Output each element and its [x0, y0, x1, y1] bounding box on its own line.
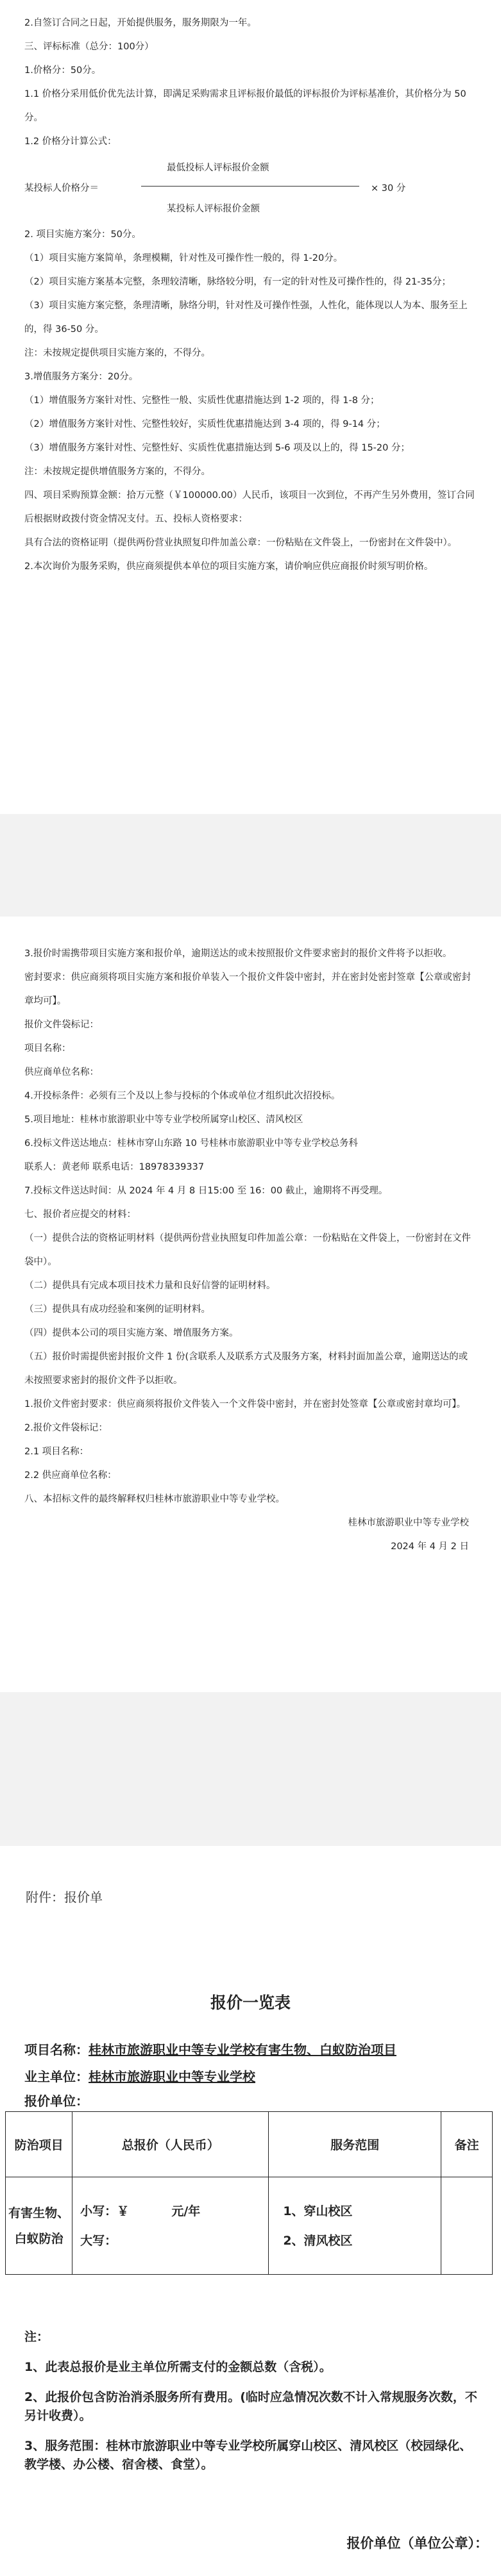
note-item: 1、此表总报价是业主单位所需支付的金额总数（含税）。 — [24, 2360, 332, 2374]
text-line: 2.本次询价为服务采购，供应商须提供本单位的项目实施方案，请价响应供应商报价时须写明价格。 — [24, 561, 434, 572]
annex-label: 附件：报价单 — [26, 1890, 103, 1905]
header-cell: 总报价（人民币） — [72, 2112, 269, 2177]
lower-amount: 小写：￥ 元/年 — [80, 2204, 201, 2218]
project-value: 桂林市旅游职业中等专业学校有害生物、白蚁防治项目 — [89, 2042, 396, 2057]
text-line: 3.报价时需携带项目实施方案和报价单，逾期送达的或未按照报价文件要求密封的报价文件将予以拒收。 — [24, 949, 452, 959]
formula-denominator: 某投标人评标报价金额 — [167, 204, 260, 214]
scope-item: 2、清风校区 — [283, 2233, 353, 2248]
text-line: 5.项目地址：桂林市旅游职业中等专业学校所属穿山校区、清风校区 — [24, 1115, 303, 1125]
page-title: 报价一览表 — [210, 1993, 291, 2012]
item-cell: 有害生物、白蚁防治 — [6, 2177, 72, 2275]
text-line: 项目名称： — [24, 1043, 71, 1054]
formula-label: 某投标人价格分＝ — [24, 183, 99, 194]
text-line: 1.价格分：50分。 — [24, 65, 101, 76]
page2-body — [24, 942, 477, 1559]
text-line: 联系人：黄老师 联系电话：18978339337 — [24, 1162, 205, 1172]
upper-amount: 大写： — [80, 2233, 117, 2248]
text-line: 2.报价文件袋标记： — [24, 1423, 108, 1433]
text-line: 3.增值服务方案分：20分。 — [24, 372, 139, 382]
table-row — [6, 2177, 493, 2275]
signature-org: 桂林市旅游职业中等专业学校 — [348, 1518, 469, 1528]
notes-section — [24, 2328, 483, 2486]
text-line: （1）增值服务方案针对性、完整性一般、实质性优惠措施达到 1-2 项的，得 1-8 分； — [24, 395, 380, 406]
text-line: 7.投标文件送达时间：从 2024 年 4 月 8 日15:00 至 16：00 截止，逾期将不再受理。 — [24, 1186, 388, 1196]
owner-field — [24, 2066, 255, 2085]
quote-unit-field — [24, 2091, 89, 2109]
document-page-3 — [0, 1846, 501, 2576]
text-line: 4.开投标条件：必须有三个及以上参与投标的个体或单位才组织此次招投标。 — [24, 1091, 341, 1101]
signature-date: 2024 年 4 月 2 日 — [391, 1541, 469, 1552]
text-line: （3）增值服务方案针对性、完整性好、实质性优惠措施达到 5-6 项及以上的，得 15-20 分； — [24, 443, 410, 453]
page-gap — [0, 1692, 501, 1846]
text-line: （1）项目实施方案简单，条理模糊，针对性及可操作性一般的，得 1-20分。 — [24, 253, 343, 263]
text-line: 报价文件袋标记： — [24, 1020, 99, 1030]
text-line: 密封要求：供应商须将项目实施方案和报价单装入一个报价文件袋中密封，并在密封处密封签章【公章或密封章均可】。 — [24, 972, 471, 1006]
text-line: （三）提供具有成功经验和案例的证明材料。 — [24, 1304, 210, 1315]
project-name-field — [24, 2040, 396, 2058]
note-item: 2、此报价包含防治消杀服务所有费用。(临时应急情况次数不计入常规服务次数，不另计收费）。 — [24, 2390, 477, 2423]
note-cell — [441, 2177, 493, 2275]
text-line: （一）提供合法的资格证明材料（提供两份营业执照复印件加盖公章：一份粘贴在文件袋上，一份密封在文件袋中）。 — [24, 1233, 471, 1267]
text-line: 2.自签订合同之日起，开始提供服务，服务期限为一年。 — [24, 18, 257, 28]
price-cell — [72, 2177, 269, 2275]
text-line: 2. 项目实施方案分：50分。 — [24, 229, 141, 240]
text-line: 注：未按规定提供增值服务方案的，不得分。 — [24, 467, 210, 477]
price-score-formula — [24, 156, 477, 220]
formula-numerator: 最低投标人评标报价金额 — [167, 163, 269, 173]
document-page-2 — [0, 917, 501, 1692]
text-line: （2）项目实施方案基本完整，条理较清晰，脉络较分明，有一定的针对性及可操作性的，得 21-35分； — [24, 277, 451, 287]
notes-title: 注： — [24, 2330, 49, 2344]
header-cell: 服务范围 — [269, 2112, 441, 2177]
text-line: 具有合法的资格证明（提供两份营业执照复印件加盖公章：一份粘贴在文件袋上，一份密封在文件袋中）。 — [24, 538, 457, 548]
owner-value: 桂林市旅游职业中等专业学校 — [89, 2069, 255, 2084]
fraction-bar — [141, 186, 359, 187]
owner-label: 业主单位： — [24, 2069, 89, 2084]
quote-table — [5, 2111, 493, 2275]
text-line: （五）报价时需提供密封报价文件 1 份(含联系人及联系方式及服务方案，材料封面加盖公章，逾期送达的或未按照要求密封的报价文件予以拒收。 — [24, 1352, 468, 1386]
text-line: 七、报价者应提交的材料： — [24, 1209, 136, 1220]
text-line: 1.1 价格分采用低价优先法计算，即满足采购需求且评标报价最低的评标报价为评标基准价，其价格分为 50分。 — [24, 89, 466, 123]
text-line: 三、评标标准（总分：100分） — [24, 42, 154, 52]
quote-unit-label: 报价单位： — [24, 2093, 89, 2109]
text-line: 6.投标文件送达地点：桂林市穿山东路 10 号桂林市旅游职业中等专业学校总务科 — [24, 1138, 359, 1149]
text-line: 2.2 供应商单位名称： — [24, 1470, 117, 1481]
scope-cell — [269, 2177, 441, 2275]
header-cell: 备注 — [441, 2112, 493, 2177]
header-cell: 防治项目 — [6, 2112, 72, 2177]
project-label: 项目名称： — [24, 2042, 89, 2057]
text-line: （二）提供具有完成本项目技术力量和良好信誉的证明材料。 — [24, 1281, 276, 1291]
text-line: 2.1 项目名称： — [24, 1447, 89, 1457]
text-line: 1.2 价格分计算公式： — [24, 137, 117, 147]
text-line: （2）增值服务方案针对性、完整性较好，实质性优惠措施达到 3-4 项的，得 9-14 分； — [24, 419, 386, 429]
document-page-1 — [0, 0, 501, 814]
note-item: 3、服务范围：桂林市旅游职业中等专业学校所属穿山校区、清风校区（校园绿化、教学楼、办公楼、宿舍楼、食堂）。 — [24, 2439, 472, 2472]
page-gap — [0, 814, 501, 917]
text-line: （3）项目实施方案完整，条理清晰，脉络分明，针对性及可操作性强，人性化，能体现以人为本、服务至上的，得 36-50 分。 — [24, 301, 468, 335]
text-line: 八、本招标文件的最终解释权归桂林市旅游职业中等专业学校。 — [24, 1494, 285, 1504]
text-line: 四、项目采购预算金额：拾万元整（￥100000.00）人民币，该项目一次到位，不再产生另外费用，签订合同后根据财政拨付资金情况支付。五、投标人资格要求： — [24, 490, 475, 524]
text-line: 供应商单位名称： — [24, 1067, 99, 1077]
text-line: 注：未按规定提供项目实施方案的，不得分。 — [24, 348, 210, 358]
quote-signature: 报价单位（单位公章）： — [346, 2536, 488, 2551]
page1-body — [24, 12, 477, 579]
text-line: （四）提供本公司的项目实施方案、增值服务方案。 — [24, 1328, 239, 1338]
table-header-row — [6, 2112, 493, 2177]
formula-multiplier: × 30 分 — [371, 183, 406, 194]
text-line: 1.报价文件密封要求：供应商须将报价文件装入一个文件袋中密封，并在密封处签章【公章或密封章均可】。 — [24, 1399, 466, 1409]
scope-item: 1、穿山校区 — [283, 2204, 353, 2218]
